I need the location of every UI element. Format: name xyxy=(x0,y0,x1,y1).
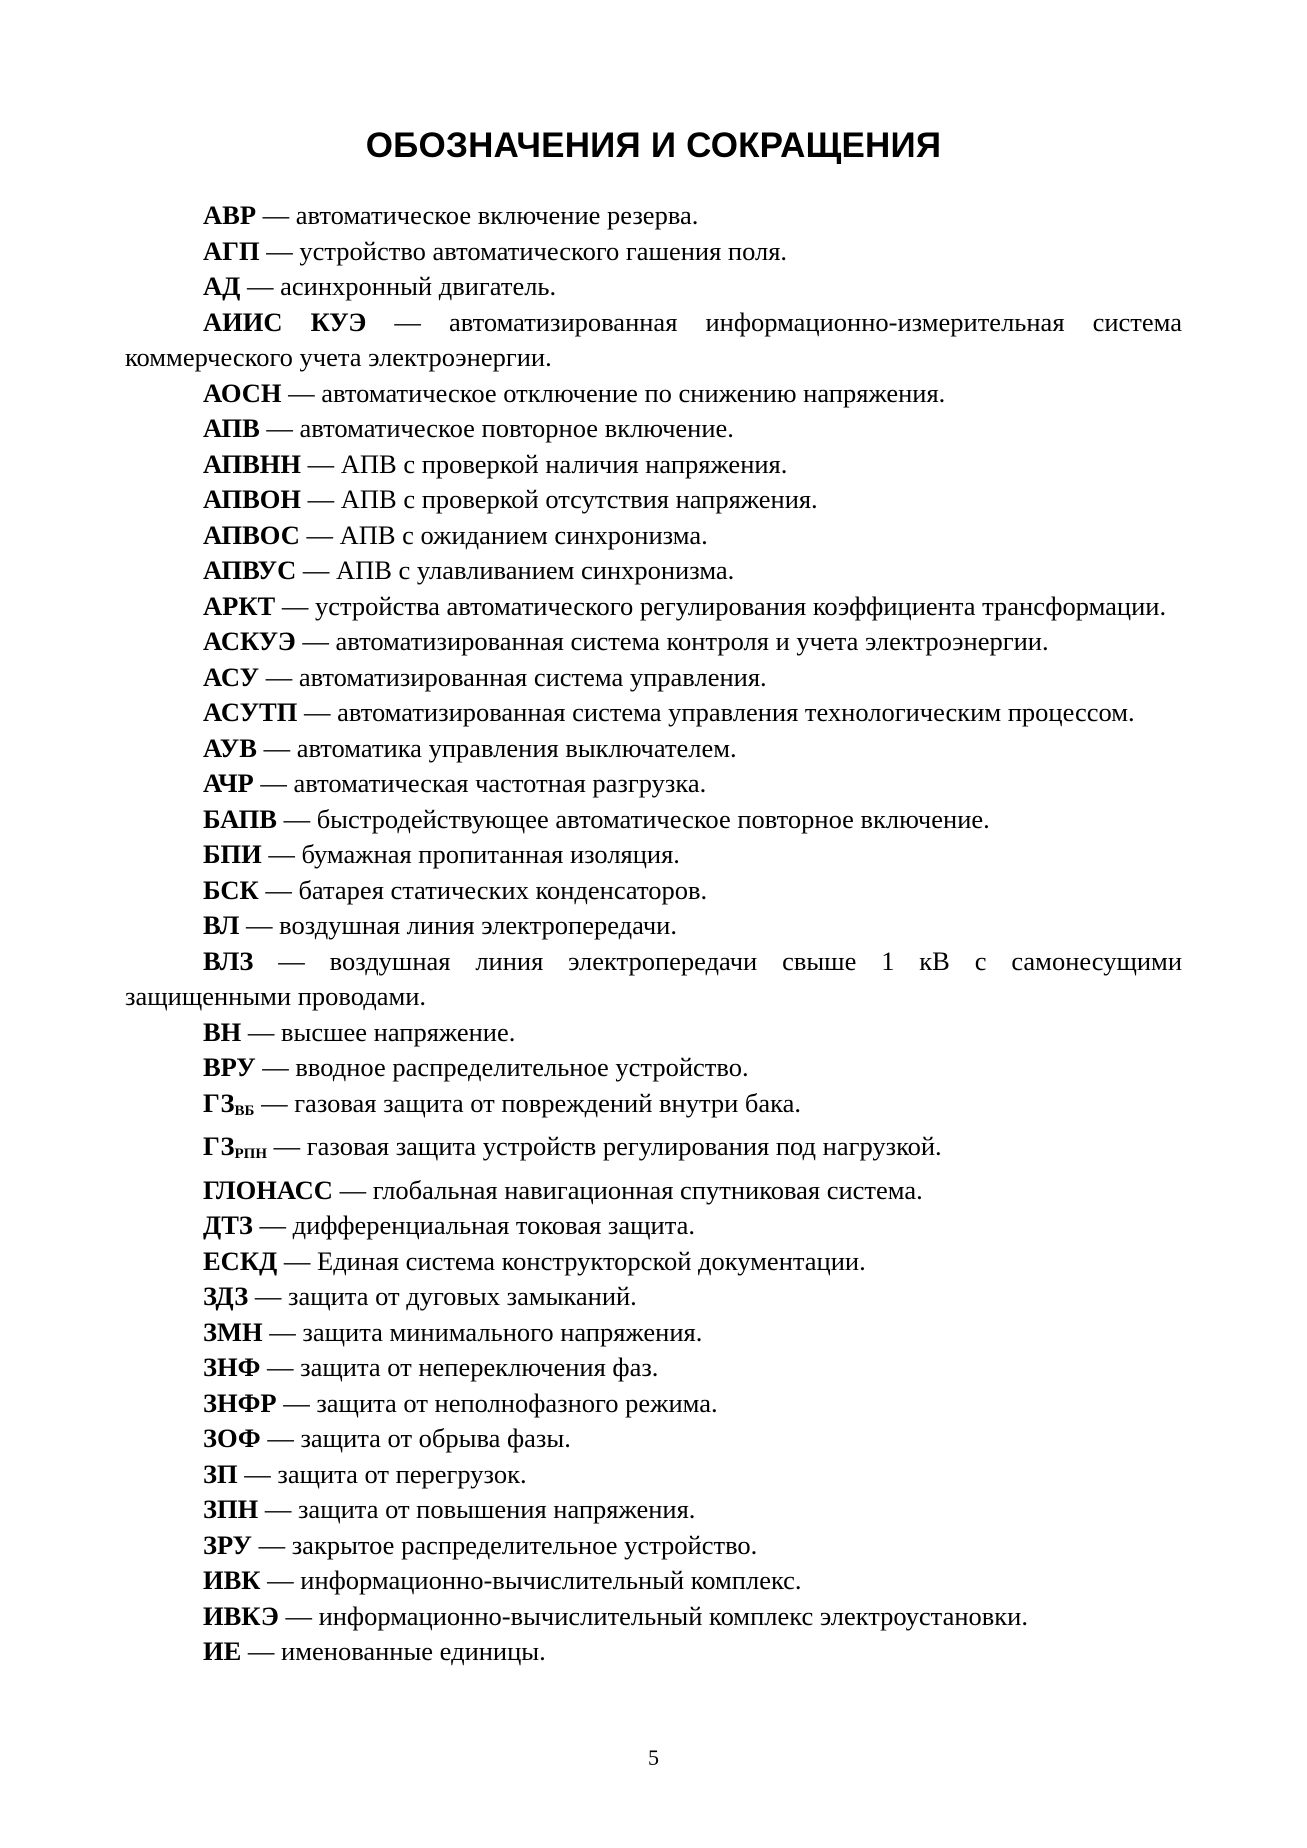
abbreviation-term: АСУТП xyxy=(203,697,298,727)
abbreviation-definition: — вводное распределительное устройство. xyxy=(255,1052,749,1082)
abbreviation-definition: — автоматика управления выключателем. xyxy=(256,732,737,763)
abbreviation-term: ЗОФ xyxy=(203,1423,261,1453)
abbreviation-definition: — АПВ с проверкой наличия напряжения. xyxy=(301,448,788,479)
abbreviation-entry xyxy=(125,1086,1182,1130)
abbreviation-term: АГП xyxy=(203,235,260,266)
abbreviation-term: ИЕ xyxy=(203,1636,242,1666)
abbreviation-term: АПВОН xyxy=(203,484,301,514)
abbreviation-term: ЕСКД xyxy=(203,1245,278,1276)
abbreviation-term: ЗПН xyxy=(203,1494,259,1524)
abbreviation-definition: — защита от дуговых замыканий. xyxy=(248,1281,637,1311)
abbreviation-term: ЗНФР xyxy=(203,1387,277,1418)
abbreviation-entry xyxy=(125,1634,1182,1670)
abbreviation-definition: — информационно-вычислительный комплекс электроустановки. xyxy=(278,1600,1028,1631)
abbreviation-term: АПВНН xyxy=(203,448,301,479)
abbreviation-definition: — защита от неполнофазного режима. xyxy=(276,1387,718,1418)
abbreviation-definition: — автоматическое включение резерва. xyxy=(256,200,699,230)
abbreviation-entry xyxy=(125,1386,1182,1422)
abbreviation-term: ВЛ xyxy=(203,910,240,940)
abbreviation-definition: — автоматизированная система управления. xyxy=(259,661,767,692)
abbreviation-entry xyxy=(125,660,1182,696)
abbreviation-entry xyxy=(125,482,1182,518)
abbreviation-term: ЗМН xyxy=(203,1316,263,1347)
abbreviation-list xyxy=(125,198,1182,1670)
abbreviation-term: АПВУС xyxy=(203,555,297,585)
abbreviation-entry xyxy=(125,411,1182,447)
abbreviation-definition: — газовая защита устройств регулирования под нагрузкой. xyxy=(267,1131,942,1161)
abbreviation-term: АИИС КУЭ xyxy=(203,306,367,337)
abbreviation-entry xyxy=(125,518,1182,554)
abbreviation-term: ДТЗ xyxy=(203,1210,253,1240)
abbreviation-definition: — бумажная пропитанная изоляция. xyxy=(261,839,680,869)
abbreviation-definition: — АПВ с проверкой отсутствия напряжения. xyxy=(301,484,818,514)
page-title: ОБОЗНАЧЕНИЯ И СОКРАЩЕНИЯ xyxy=(365,126,942,165)
abbreviation-definition: — быстродействующее автоматическое повторное включение. xyxy=(276,803,990,834)
abbreviation-definition: — защита от непереключения фаз. xyxy=(260,1352,659,1382)
abbreviation-definition: — защита от перегрузок. xyxy=(237,1458,527,1489)
abbreviation-entry xyxy=(125,589,1182,625)
abbreviation-definition: — закрытое распределительное устройство. xyxy=(251,1529,758,1560)
abbreviation-term: ЗДЗ xyxy=(203,1281,249,1311)
abbreviation-entry xyxy=(125,198,1182,234)
abbreviation-definition: — информационно-вычислительный комплекс. xyxy=(260,1565,802,1595)
abbreviation-entry xyxy=(125,1599,1182,1635)
abbreviation-term: АЧР xyxy=(203,768,254,798)
abbreviation-definition: — АПВ с ожиданием синхронизма. xyxy=(299,519,708,550)
abbreviation-entry xyxy=(125,731,1182,767)
abbreviation-entry xyxy=(125,447,1182,483)
abbreviation-entry xyxy=(125,1050,1182,1086)
abbreviation-term: АРКТ xyxy=(203,590,276,621)
abbreviation-entry xyxy=(125,1244,1182,1280)
abbreviation-term: ЗНФ xyxy=(203,1352,261,1382)
abbreviation-entry xyxy=(125,802,1182,838)
abbreviation-entry xyxy=(125,305,1182,376)
abbreviation-entry xyxy=(125,695,1182,731)
abbreviation-definition: — автоматическое отключение по снижению напряжения. xyxy=(281,377,946,408)
abbreviation-term: ВРУ xyxy=(203,1052,256,1082)
abbreviation-entry xyxy=(125,1457,1182,1493)
abbreviation-entry xyxy=(125,1015,1182,1051)
abbreviation-term: АСУ xyxy=(203,661,260,692)
abbreviation-term: АПВ xyxy=(203,413,260,443)
abbreviation-entry xyxy=(125,624,1182,660)
abbreviation-entry xyxy=(125,908,1182,944)
abbreviation-definition: — дифференциальная токовая защита. xyxy=(252,1210,695,1240)
abbreviation-definition: — высшее напряжение. xyxy=(241,1016,516,1047)
abbreviation-entry xyxy=(125,1350,1182,1386)
abbreviation-definition: — защита от повышения напряжения. xyxy=(258,1494,696,1524)
page-number: 5 xyxy=(648,1745,659,1770)
abbreviation-term: ВЛЗ xyxy=(203,945,254,976)
abbreviation-term: АД xyxy=(203,271,241,301)
abbreviation-entry xyxy=(125,1173,1182,1209)
abbreviation-entry xyxy=(125,269,1182,305)
abbreviation-term: ВН xyxy=(203,1016,242,1047)
abbreviation-definition: — глобальная навигационная спутниковая система. xyxy=(332,1174,923,1205)
abbreviation-term: ИВК xyxy=(203,1565,261,1595)
abbreviation-term: ЗП xyxy=(203,1458,238,1489)
abbreviation-entry xyxy=(125,234,1182,270)
abbreviation-term: БАПВ xyxy=(203,803,277,834)
abbreviation-definition: — автоматизированная информационно-измерительная система коммерческого учета электроэнергии. xyxy=(125,306,1182,372)
abbreviation-definition: — автоматизированная система управления технологическим процессом. xyxy=(297,697,1135,727)
abbreviation-entry xyxy=(125,1563,1182,1599)
abbreviation-entry xyxy=(125,1279,1182,1315)
abbreviation-definition: — именованные единицы. xyxy=(241,1636,546,1666)
abbreviation-term: ГЛОНАСС xyxy=(203,1174,333,1205)
abbreviation-entry xyxy=(125,1315,1182,1351)
abbreviation-definition: — АПВ с улавливанием синхронизма. xyxy=(296,555,735,585)
abbreviation-entry xyxy=(125,944,1182,1015)
abbreviation-definition: — автоматизированная система контроля и учета электроэнергии. xyxy=(295,626,1049,656)
abbreviation-term: АВР xyxy=(203,200,256,230)
abbreviation-entry xyxy=(125,1129,1182,1173)
abbreviation-definition: — батарея статических конденсаторов. xyxy=(258,874,708,905)
abbreviation-term: АОСН xyxy=(203,377,282,408)
abbreviation-term: ГЗ xyxy=(203,1087,235,1118)
abbreviation-term: ИВКЭ xyxy=(203,1600,279,1631)
abbreviation-definition: — воздушная линия электропередачи. xyxy=(239,910,677,940)
abbreviation-entry xyxy=(125,376,1182,412)
abbreviation-term: ЗРУ xyxy=(203,1529,252,1560)
abbreviation-entry xyxy=(125,1421,1182,1457)
abbreviation-definition: — Единая система конструкторской документации. xyxy=(277,1245,866,1276)
abbreviation-entry xyxy=(125,1528,1182,1564)
abbreviation-entry xyxy=(125,553,1182,589)
abbreviation-subscript: РПН xyxy=(234,1146,268,1162)
abbreviation-entry xyxy=(125,837,1182,873)
abbreviation-term: АПВОС xyxy=(203,519,300,550)
abbreviation-term: АСКУЭ xyxy=(203,626,296,656)
abbreviation-entry xyxy=(125,873,1182,909)
abbreviation-definition: — защита минимального напряжения. xyxy=(262,1316,703,1347)
abbreviation-definition: — автоматическое повторное включение. xyxy=(259,413,734,443)
abbreviation-entry xyxy=(125,1208,1182,1244)
abbreviation-definition: — асинхронный двигатель. xyxy=(240,271,557,301)
abbreviation-definition: — защита от обрыва фазы. xyxy=(260,1423,571,1453)
abbreviation-definition: — устройства автоматического регулирования коэффициента трансформации. xyxy=(275,590,1167,621)
abbreviation-definition: — газовая защита от повреждений внутри бака. xyxy=(254,1087,802,1118)
abbreviation-term: БСК xyxy=(203,874,259,905)
abbreviation-definition: — воздушная линия электропередачи свыше 1 кВ с самонесущими защищенными проводами. xyxy=(125,945,1182,1011)
abbreviation-term: БПИ xyxy=(203,839,262,869)
abbreviation-entry xyxy=(125,766,1182,802)
abbreviation-definition: — устройство автоматического гашения поля. xyxy=(259,235,788,266)
abbreviation-term: ГЗ xyxy=(203,1131,235,1161)
abbreviation-term: АУВ xyxy=(203,732,257,763)
abbreviation-entry xyxy=(125,1492,1182,1528)
abbreviation-definition: — автоматическая частотная разгрузка. xyxy=(253,768,707,798)
abbreviation-subscript: ВБ xyxy=(234,1102,255,1119)
